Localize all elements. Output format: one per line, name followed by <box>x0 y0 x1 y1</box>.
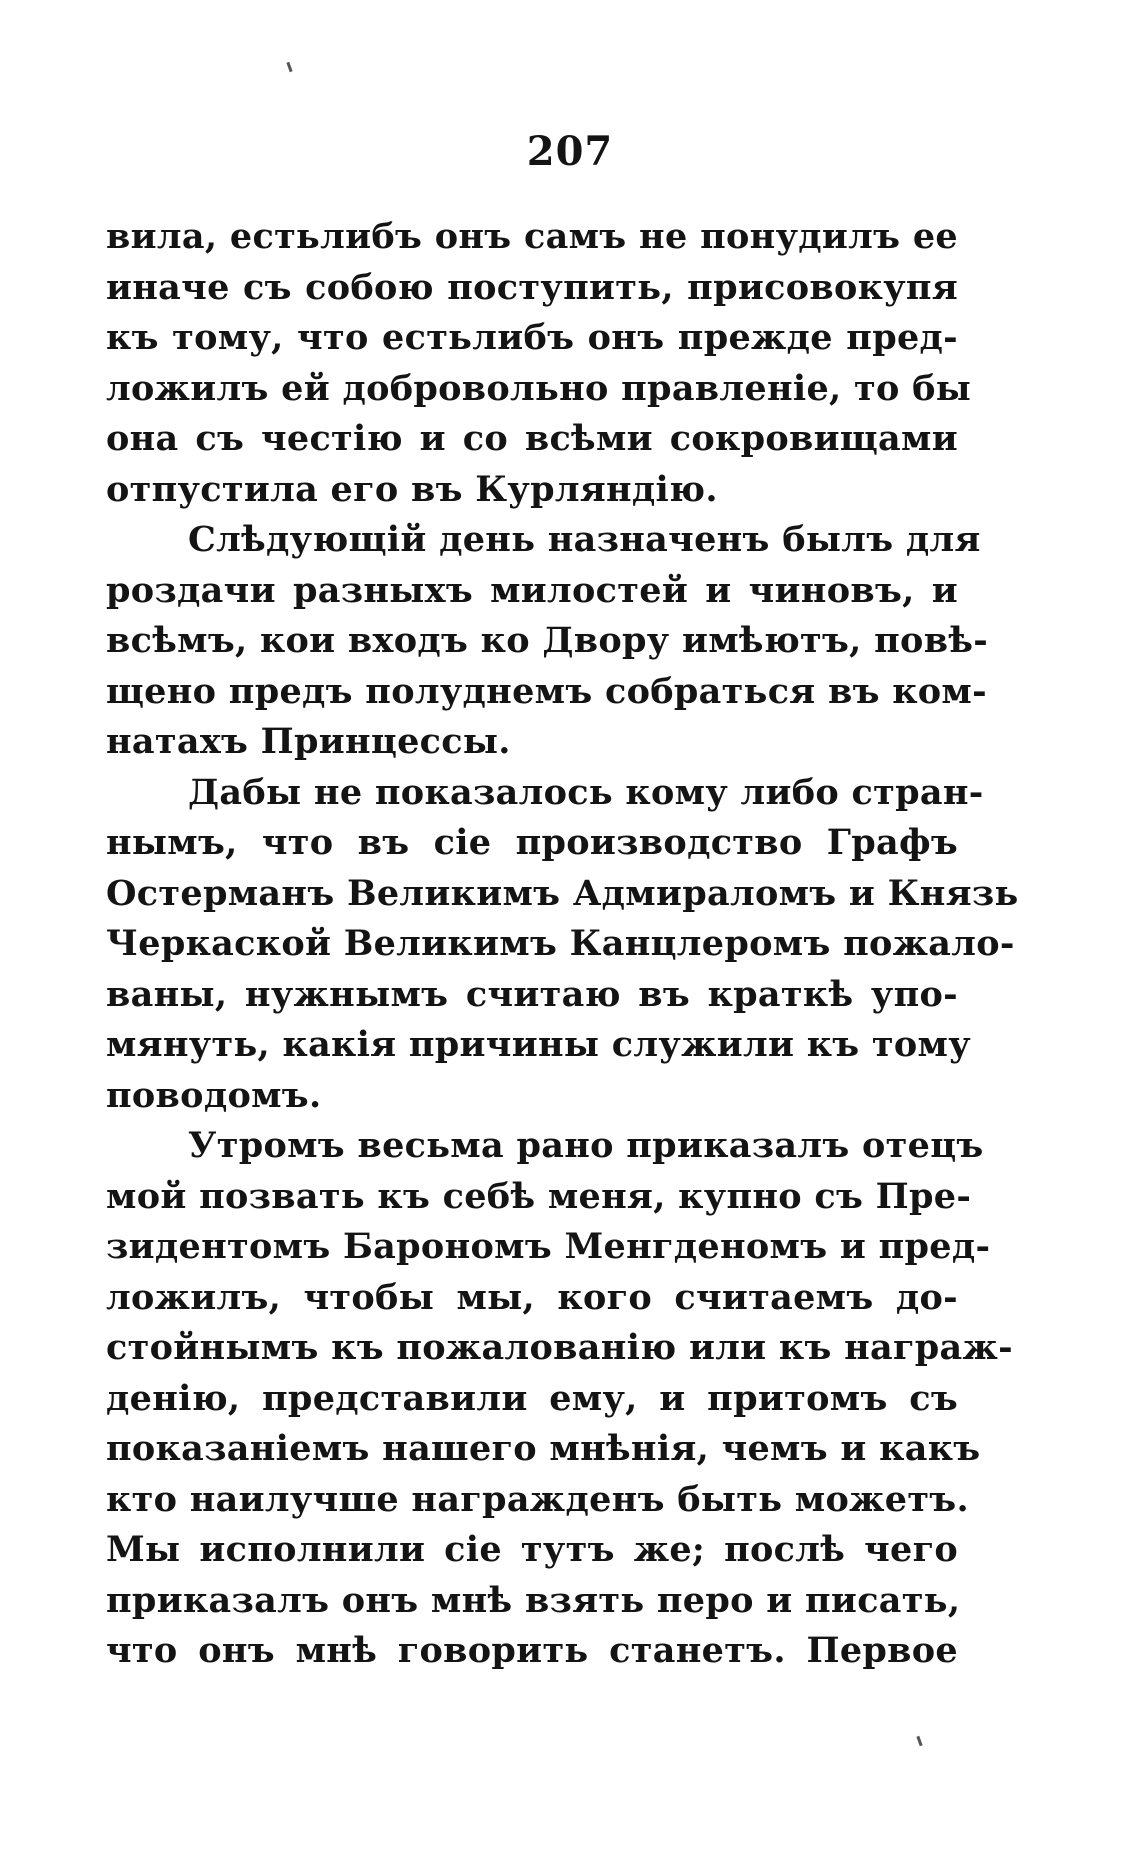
text-line: иначе съ собою поступить, присовокупя <box>106 266 958 308</box>
paragraph-1 <box>106 212 972 515</box>
paragraph-4 <box>106 1121 1013 1677</box>
text-line: Черкаской Великимъ Канцлеромъ пожало- <box>106 923 1015 964</box>
text-line: стойнымъ къ пожалованію или къ награж- <box>106 1327 1013 1368</box>
text-line: она съ честію и со всѣми сокровищами <box>106 418 958 459</box>
text-line: ваны, нужнымъ считаю въ краткѣ упо- <box>106 973 958 1015</box>
text-line: показаніемъ нашего мнѣнія, чемъ и какъ <box>106 1428 981 1469</box>
text-line: щено предъ полуднемъ собраться въ ком- <box>106 670 987 712</box>
text-line: поводомъ. <box>106 1074 322 1116</box>
text-line: роздачи разныхъ милостей и чиновъ, и <box>106 569 958 611</box>
text-line: вила, естьлибъ онъ самъ не понудилъ ее <box>106 216 958 257</box>
text-line: ложилъ, чтобы мы, кого считаемъ до- <box>106 1276 958 1318</box>
page-number: 207 <box>526 128 614 175</box>
paragraph-2 <box>106 515 989 768</box>
text-line: приказалъ онъ мнѣ взять перо и писать, <box>106 1579 961 1621</box>
text-line: зидентомъ Барономъ Менгденомъ и пред- <box>106 1226 991 1267</box>
text-line: мянуть, какія причины служили къ тому <box>106 1024 971 1065</box>
text-line: Утромъ весьма рано приказалъ отецъ <box>188 1125 984 1166</box>
text-line: ложилъ ей добровольно правленіе, то бы <box>106 367 972 409</box>
text-line: кто наилучше награжденъ быть можетъ. <box>106 1478 969 1520</box>
text-line: Дабы не показалось кому либо стран- <box>188 771 984 813</box>
paragraph-3 <box>106 768 1019 1122</box>
text-line: мой позвать къ себѣ меня, купно съ Пре- <box>106 1175 972 1217</box>
text-line: отпустила его въ Курляндію. <box>106 468 718 510</box>
text-line: нымъ, что въ сіе производство Графъ <box>106 822 958 863</box>
text-line: денію, представили ему, и притомъ съ <box>106 1377 958 1419</box>
text-line: Мы исполнили сіе тутъ же; послѣ чего <box>106 1529 958 1570</box>
scan-speck <box>286 62 292 72</box>
text-line: что онъ мнѣ говорить станетъ. Первое <box>106 1630 958 1671</box>
text-line: всѣмъ, кои входъ ко Двору имѣютъ, повѣ- <box>106 620 989 661</box>
scan-speck <box>916 1736 922 1746</box>
text-line: къ тому, что естьлибъ онъ прежде пред- <box>106 317 958 358</box>
text-line: натахъ Принцессы. <box>106 721 511 762</box>
text-line: Остерманъ Великимъ Адмираломъ и Князь <box>106 872 1019 914</box>
text-line: Слѣдующій день назначенъ былъ для <box>188 519 981 560</box>
body-text <box>106 212 1019 1677</box>
